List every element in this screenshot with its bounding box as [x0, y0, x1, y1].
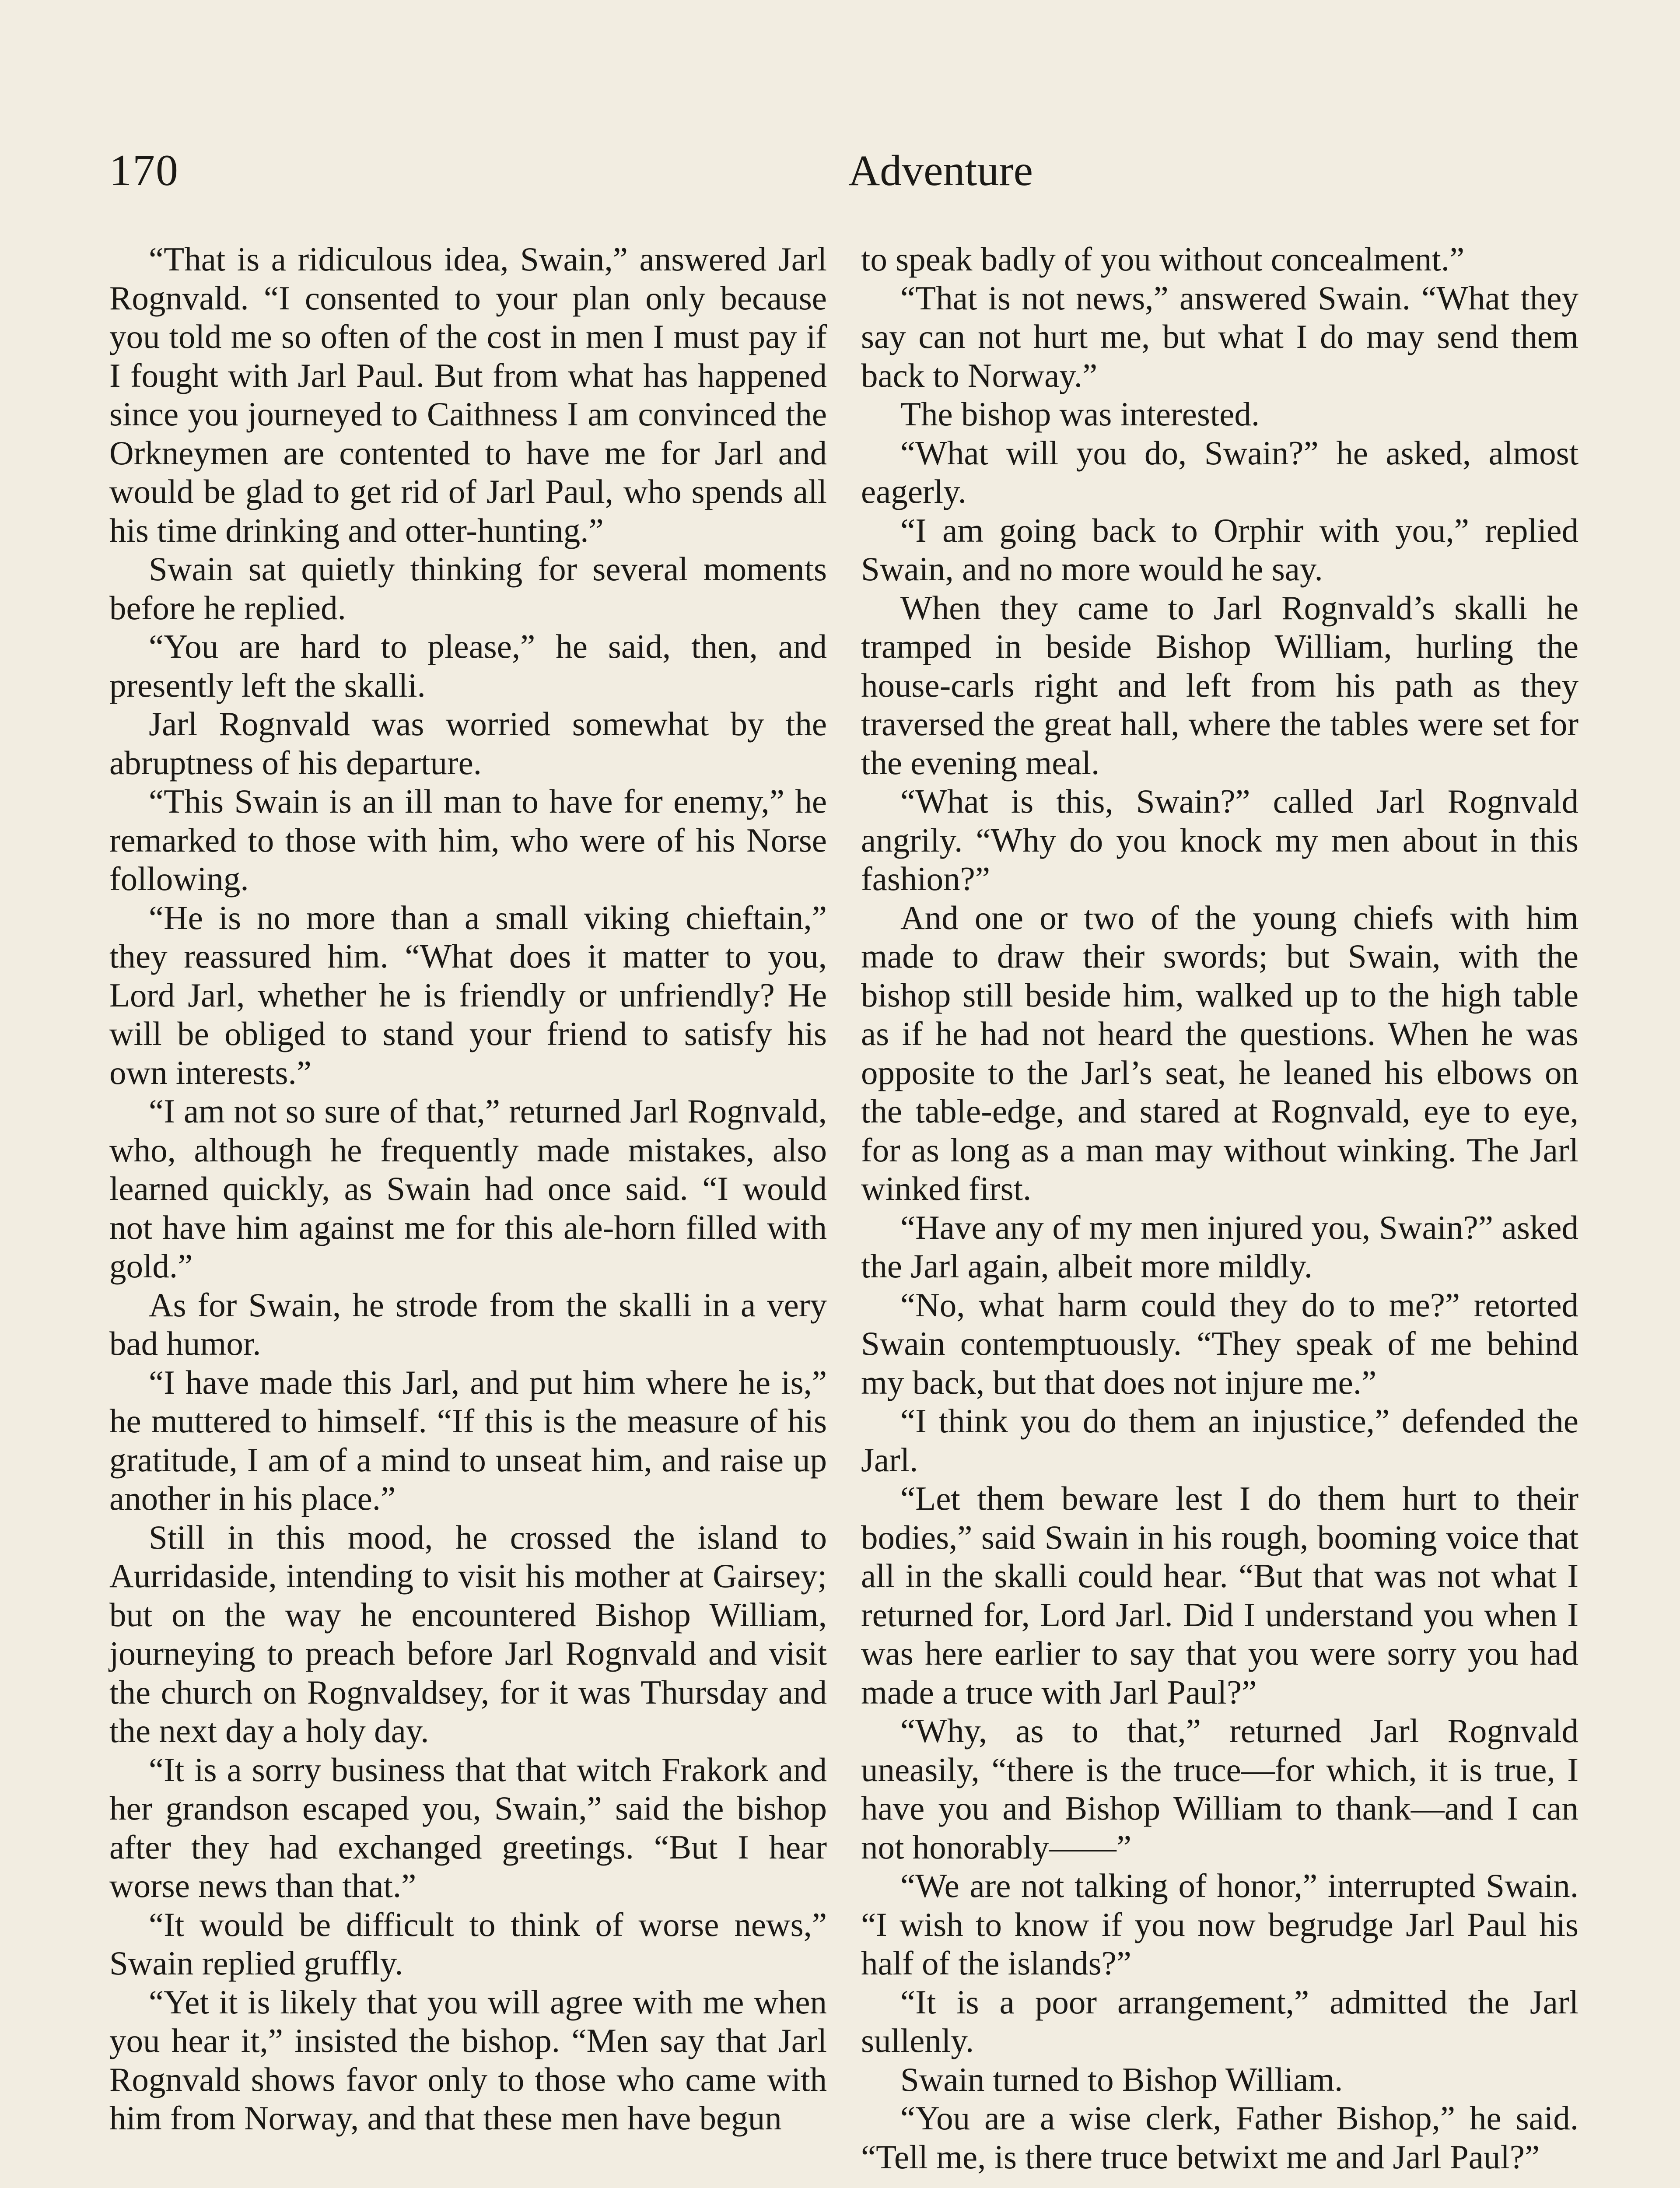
paragraph: Swain turned to Bishop William. — [900, 2060, 1343, 2098]
paragraph: “I am going back to Orphir with you,” replied Swain, and no more would he say. — [861, 511, 1578, 588]
left-column — [109, 240, 827, 2138]
paragraph: “Let them beware lest I do them hurt to their bodies,” said Swain in his rough, booming voice that all in the skalli could hear. “But that was not what I returned for, Lord Jarl. Did I understand you when I was here earlier to say that you were sorry you had made a truce with Jarl Paul?” — [861, 1480, 1578, 1711]
paragraph: “What is this, Swain?” called Jarl Rognvald angrily. “Why do you knock my men about in this fashion?” — [861, 782, 1578, 898]
paragraph: “You are hard to please,” he said, then, and presently left the skalli. — [109, 628, 827, 704]
paragraph-continuation: to speak badly of you without concealment.” — [861, 240, 1465, 278]
paragraph: Jarl Rognvald was worried somewhat by the abruptness of his departure. — [109, 705, 827, 782]
paragraph: “No, what harm could they do to me?” retorted Swain contemptuously. “They speak of me behind my back, but that does not injure me.” — [861, 1286, 1578, 1401]
paragraph: Swain sat quietly thinking for several moments before he replied. — [109, 550, 827, 627]
paragraph: “He is no more than a small viking chieftain,” they reassured him. “What does it matter to you, Lord Jarl, whether he is friendly or unfriendly? He will be obliged to stand your friend to satisfy his own interests.” — [109, 898, 827, 1091]
paragraph: And one or two of the young chiefs with him made to draw their swords; but Swain, with the bishop still beside him, walked up to the high table as if he had not heard the questions. When he was opposite to the Jarl’s seat, he leaned his elbows on the table-edge, and stared at Rognvald, eye to eye, for as long as a man may without winking. The Jarl winked first. — [861, 898, 1578, 1207]
running-title: Adventure — [848, 146, 1033, 195]
paragraph: “That is not news,” answered Swain. “What they say can not hurt me, but what I do may send them back to Norway.” — [861, 279, 1578, 394]
paragraph: “Have any of my men injured you, Swain?” asked the Jarl again, albeit more mildly. — [861, 1208, 1578, 1285]
paragraph: Still in this mood, he crossed the island to Aurridaside, intending to visit his mother at Gairsey; but on the way he encountered Bishop William, journeying to preach before Jarl Rognvald and visit the church on Rognvaldsey, for it was Thursday and the next day a holy day. — [109, 1518, 827, 1750]
paragraph: The bishop was interested. — [900, 395, 1260, 433]
paragraph: “It is a poor arrangement,” admitted the Jarl sullenly. — [861, 1983, 1578, 2059]
paragraph: As for Swain, he strode from the skalli in a very bad humor. — [109, 1286, 827, 1362]
paragraph: “We are not talking of honor,” interrupted Swain. “I wish to know if you now begrudge Jarl Paul his half of the islands?” — [861, 1867, 1578, 1982]
paragraph: “It is a sorry business that that witch Frakork and her grandson escaped you, Swain,” said the bishop after they had exchanged greetings. “But I hear worse news than that.” — [109, 1750, 827, 1904]
page-header — [109, 138, 1571, 203]
page-number: 170 — [109, 146, 179, 195]
paragraph: “I have made this Jarl, and put him where he is,” he muttered to himself. “If this is the measure of his gratitude, I am of a mind to unseat him, and raise up another in his place.” — [109, 1363, 827, 1517]
paragraph: “It would be difficult to think of worse news,” Swain replied gruffly. — [109, 1905, 827, 1982]
paragraph: “You are a wise clerk, Father Bishop,” he said. “Tell me, is there truce betwixt me and Jarl Paul?” — [861, 2099, 1578, 2176]
paragraph: “What will you do, Swain?” he asked, almost eagerly. — [861, 434, 1578, 510]
paragraph: “Why, as to that,” returned Jarl Rognvald uneasily, “there is the truce—for which, it is true, I have you and Bishop William to thank—and I can not honorably——” — [861, 1712, 1578, 1866]
paragraph: “Yet it is likely that you will agree with me when you hear it,” insisted the bishop. “Men say that Jarl Rognvald shows favor only to those who came with him from Norway, and that these men have begun — [109, 1983, 827, 2137]
paragraph: “That is a ridiculous idea, Swain,” answered Jarl Rognvald. “I consented to your plan only because you told me so often of the cost in men I must pay if I fought with Jarl Paul. But from what has happened since you journeyed to Caithness I am convinced the Orkneymen are contented to have me for Jarl and would be glad to get rid of Jarl Paul, who spends all his time drinking and otter-hunting.” — [109, 240, 827, 549]
paragraph: “I think you do them an injustice,” defended the Jarl. — [861, 1402, 1578, 1479]
paragraph: “I am not so sure of that,” returned Jarl Rognvald, who, although he frequently made mistakes, also learned quickly, as Swain had once said. “I would not have him against me for this ale-horn filled with gold.” — [109, 1092, 827, 1285]
right-column — [861, 240, 1578, 2176]
paragraph: When they came to Jarl Rognvald’s skalli he tramped in beside Bishop William, hurling the house-carls right and left from his path as they traversed the great hall, where the tables were set for the evening meal. — [861, 589, 1578, 782]
paragraph: “This Swain is an ill man to have for enemy,” he remarked to those with him, who were of his Norse following. — [109, 782, 827, 898]
